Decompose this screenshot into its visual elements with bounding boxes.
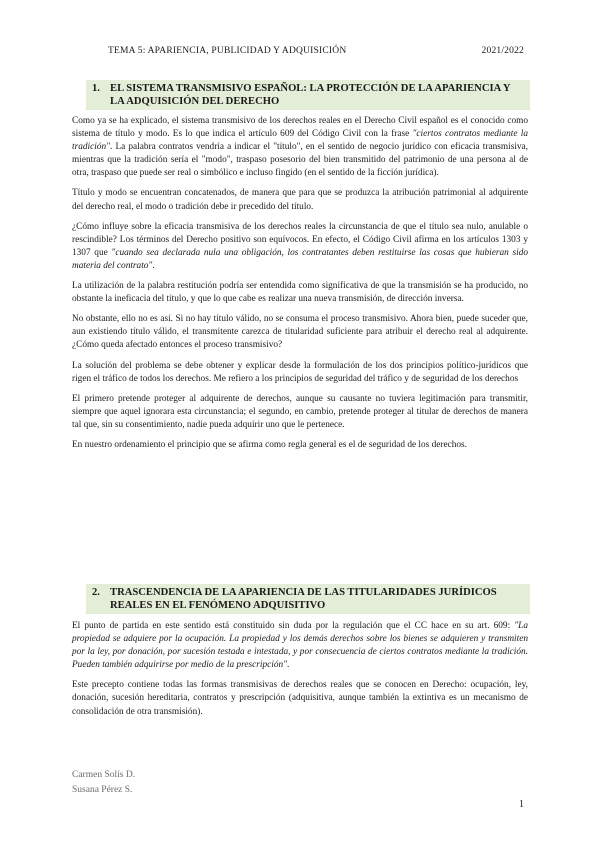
paragraph: El punto de partida en este sentido está constituido sin duda por la regulación que el CC hace en su art. 609: "La propiedad se adquiere por la ocupación. La propiedad y los demás derechos sobre los bienes se adquieren y transmiten por la ley, por donación, por sucesión testada e intestada, y por consecuencia de ciertos contratos mediante la tradición. Pueden también adquirirse por medio de la prescripción". xyxy=(72,621,528,671)
section-1-title: EL SISTEMA TRANSMISIVO ESPAÑOL: LA PROTECCIÓN DE LA APARIENCIA Y LA ADQUISICIÓN DEL DERECHO xyxy=(110,83,511,107)
section-2-body xyxy=(72,620,528,726)
section-2-heading xyxy=(86,584,530,614)
paragraph: Este precepto contiene todas las formas transmisivas de derechos reales que se conocen en Derecho: ocupación, ley, donación, sucesión hereditaria, contratos y prescripción (adquisitiva, aunque también la extintiva es un mecanismo de consolidación de otra transmisión). xyxy=(72,680,528,717)
page-number: 1 xyxy=(519,799,524,810)
author-name: Susana Pérez S. xyxy=(72,785,133,795)
section-1-number: 1. xyxy=(92,83,100,94)
paragraph: Como ya se ha explicado, el sistema transmisivo de los derechos reales en el Derecho Civil español es el conocido como sistema de título y modo. Es lo que indica el artículo 609 del Código Civil con la frase "ciertos contratos mediante la tradición". La palabra contratos vendría a indicar el "título", en el sentido de negocio jurídico con eficacia transmisiva, mientras que la tradición sería el "modo", traspaso posesorio del bien transmitido del patrimonio de una persona al de otra, traspaso que puede ser real o simbólico e incluso fingido (en el sentido de la ficción jurídica). xyxy=(72,116,528,179)
header-year: 2021/2022 xyxy=(481,46,524,56)
paragraph: En nuestro ordenamiento el principio que se afirma como regla general es el de seguridad de los derechos. xyxy=(72,439,467,450)
section-1-body xyxy=(72,115,528,459)
paragraph: La utilización de la palabra restitución podría ser entendida como significativa de que la transmisión se ha producido, no obstante la ineficacia del título, y que lo que cabe es realizar una nueva transmisión, de dirección inversa. xyxy=(72,281,528,305)
page-header xyxy=(108,46,524,56)
section-2-number: 2. xyxy=(92,587,100,598)
section-1-heading xyxy=(86,80,530,110)
footer-authors xyxy=(72,768,135,798)
author-name: Carmen Solís D. xyxy=(72,770,136,780)
section-2-title: TRASCENDENCIA DE LA APARIENCIA DE LAS TITULARIDADES JURÍDICOS REALES EN EL FENÓMENO ADQUISITIVO xyxy=(110,587,497,611)
header-title: TEMA 5: APARIENCIA, PUBLICIDAD Y ADQUISICIÓN xyxy=(108,46,347,56)
paragraph: No obstante, ello no es así. Si no hay título válido, no se consuma el proceso transmisivo. Ahora bien, puede suceder que, aun existiendo título válido, el transmitente carezca de titularidad suficiente para atribuir el derecho real al adquirente. ¿Cómo queda afectado entonces el proceso transmisivo? xyxy=(72,314,528,351)
paragraph: La solución del problema se debe obtener y explicar desde la formulación de los dos principios político-jurídicos que rigen el tráfico de todos los derechos. Me refiero a los principios de seguridad del tráfico y de seguridad de los derechos xyxy=(72,360,528,384)
paragraph: El primero pretende proteger al adquirente de derechos, aunque su causante no tuviera legitimación para transmitir, siempre que aquel ignorara esta circunstancia; el segundo, en cambio, pretende proteger al titular de derechos de manera tal que, sin su consentimiento, nadie pueda adquirir uno que le pertenece. xyxy=(72,393,528,430)
paragraph: ¿Cómo influye sobre la eficacia transmisiva de los derechos reales la circunstancia de que el título sea nulo, anulable o rescindible? Los términos del Derecho positivo son equívocos. En efecto, el Código Civil afirma en los artículos 1303 y 1307 que "cuando sea declarada nula una obligación, los contratantes deben restituirse las cosas que hubieran sido materia del contrato". xyxy=(72,221,528,271)
paragraph: Título y modo se encuentran concatenados, de manera que para que se produzca la atribución patrimonial al adquirente del derecho real, el modo o tradición debe ir precedido del título. xyxy=(72,188,528,212)
